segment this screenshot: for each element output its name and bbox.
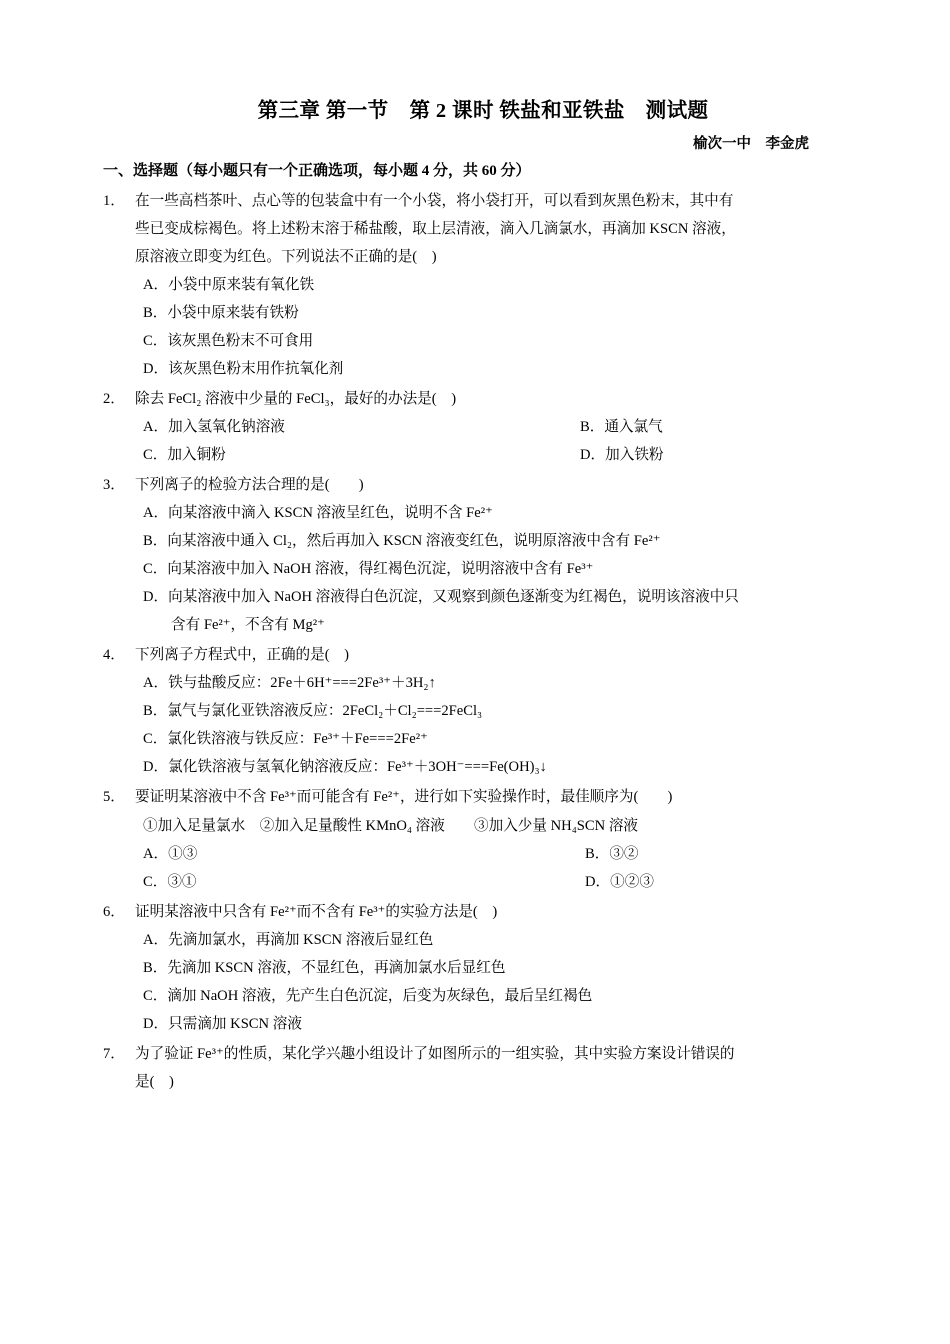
question-3-option-c[interactable]: C．向某溶液中加入 NaOH 溶液，得红褐色沉淀，说明溶液中含有 Fe³⁺ [143, 561, 594, 578]
question-6 [103, 898, 863, 1038]
question-5-option-b[interactable]: B．③② [585, 845, 639, 862]
question-5-option-row-2 [143, 868, 863, 896]
question-6-options [103, 926, 863, 1038]
question-5-number: 5． [103, 789, 125, 806]
question-3-number: 3． [103, 477, 125, 494]
document-content [103, 96, 863, 1098]
section-heading-multiple-choice: 一、选择题（每小题只有一个正确选项，每小题 4 分，共 60 分） [103, 162, 531, 179]
question-1 [103, 187, 863, 383]
question-4-number: 4． [103, 647, 125, 664]
question-1-stem-line-2: 些已变成棕褐色。将上述粉末溶于稀盐酸，取上层清液，滴入几滴氯水，再滴加 KSCN 溶液， [135, 221, 736, 238]
question-4-head [103, 641, 863, 669]
question-7-head [103, 1040, 863, 1068]
question-2-option-a[interactable]: A．加入氢氧化钠溶液 [143, 419, 285, 436]
question-1-option-d[interactable]: D．该灰黑色粉末用作抗氧化剂 [143, 361, 344, 378]
question-5-operation-list: ①加入足量氯水 ②加入足量酸性 KMnO₄ 溶液 ③加入少量 NH₄SCN 溶液 [143, 817, 639, 834]
question-6-option-c[interactable]: C．滴加 NaOH 溶液，先产生白色沉淀，后变为灰绿色，最后呈红褐色 [143, 987, 593, 1004]
question-4-options [103, 669, 863, 781]
question-3-option-d[interactable]: D．向某溶液中加入 NaOH 溶液得白色沉淀，又观察到颜色逐渐变为红褐色，说明该溶液中只 [143, 589, 739, 606]
question-4-option-c[interactable]: C．氯化铁溶液与铁反应：Fe³⁺＋Fe===2Fe²⁺ [143, 731, 428, 748]
question-3-head [103, 471, 863, 499]
question-5-options [103, 840, 863, 896]
question-2-option-b[interactable]: B．通入氯气 [580, 419, 663, 436]
question-2-option-row-1 [143, 413, 863, 441]
question-6-option-a[interactable]: A．先滴加氯水，再滴加 KSCN 溶液后显红色 [143, 931, 434, 948]
question-1-options [103, 271, 863, 383]
question-5 [103, 783, 863, 895]
question-2-options [103, 413, 863, 469]
question-4-option-b[interactable]: B．氯气与氯化亚铁溶液反应：2FeCl₂＋Cl₂===2FeCl₃ [143, 703, 483, 720]
question-6-option-d[interactable]: D．只需滴加 KSCN 溶液 [143, 1015, 302, 1032]
question-2-option-row-2 [143, 441, 863, 469]
question-7-stem: 为了验证 Fe³⁺的性质，某化学兴趣小组设计了如图所示的一组实验，其中实验方案设计错误的 [135, 1045, 735, 1062]
question-4-option-a[interactable]: A．铁与盐酸反应：2Fe＋6H⁺===2Fe³⁺＋3H₂↑ [143, 675, 436, 692]
question-6-stem: 证明某溶液中只含有 Fe²⁺而不含有 Fe³⁺的实验方法是( ) [135, 903, 498, 920]
question-5-stem: 要证明某溶液中不含 Fe³⁺而可能含有 Fe²⁺，进行如下实验操作时，最佳顺序为( ) [135, 789, 673, 806]
question-6-option-b[interactable]: B．先滴加 KSCN 溶液，不显红色，再滴加氯水后显红色 [143, 959, 506, 976]
question-1-option-a[interactable]: A．小袋中原来装有氧化铁 [143, 277, 315, 294]
question-2 [103, 385, 863, 469]
question-2-option-d[interactable]: D．加入铁粉 [580, 447, 664, 464]
question-1-number: 1． [103, 193, 125, 210]
question-4-stem: 下列离子方程式中，正确的是( ) [135, 647, 350, 664]
question-1-stem: 在一些高档茶叶、点心等的包装盒中有一个小袋，将小袋打开，可以看到灰黑色粉末，其中有 [135, 193, 734, 210]
question-3-option-d-continuation: 含有 Fe²⁺，不含有 Mg²⁺ [171, 617, 325, 634]
question-5-head [103, 783, 863, 811]
question-5-option-c[interactable]: C．③① [143, 873, 197, 890]
question-2-number: 2． [103, 391, 125, 408]
question-6-number: 6． [103, 903, 125, 920]
question-1-stem-line-3: 原溶液立即变为红色。下列说法不正确的是( ) [135, 249, 437, 266]
question-6-head [103, 898, 863, 926]
question-3-options [103, 499, 863, 639]
question-2-stem: 除去 FeCl₂ 溶液中少量的 FeCl₃，最好的办法是( ) [135, 391, 457, 408]
question-4 [103, 641, 863, 781]
question-1-option-c[interactable]: C．该灰黑色粉末不可食用 [143, 333, 314, 350]
question-1-head [103, 187, 863, 215]
question-1-option-b[interactable]: B．小袋中原来装有铁粉 [143, 305, 299, 322]
question-3 [103, 471, 863, 639]
question-5-option-d[interactable]: D．①②③ [585, 873, 654, 890]
question-7 [103, 1040, 863, 1096]
question-7-number: 7． [103, 1045, 125, 1062]
question-2-option-c[interactable]: C．加入铜粉 [143, 447, 226, 464]
question-7-stem-line-2: 是( ) [135, 1073, 174, 1090]
question-4-option-d[interactable]: D．氯化铁溶液与氢氧化钠溶液反应：Fe³⁺＋3OH⁻===Fe(OH)₃↓ [143, 759, 547, 776]
question-2-head [103, 385, 863, 413]
question-5-option-a[interactable]: A．①③ [143, 845, 198, 862]
question-3-option-a[interactable]: A．向某溶液中滴入 KSCN 溶液呈红色，说明不含 Fe²⁺ [143, 505, 493, 522]
author-byline: 榆次一中 李金虎 [693, 135, 809, 152]
question-3-stem: 下列离子的检验方法合理的是( ) [135, 477, 364, 494]
question-3-option-b[interactable]: B．向某溶液中通入 Cl₂，然后再加入 KSCN 溶液变红色，说明原溶液中含有 Fe²⁺ [143, 533, 661, 550]
page-title: 第三章 第一节 第 2 课时 铁盐和亚铁盐 测试题 [257, 100, 709, 122]
question-5-option-row-1 [143, 840, 863, 868]
